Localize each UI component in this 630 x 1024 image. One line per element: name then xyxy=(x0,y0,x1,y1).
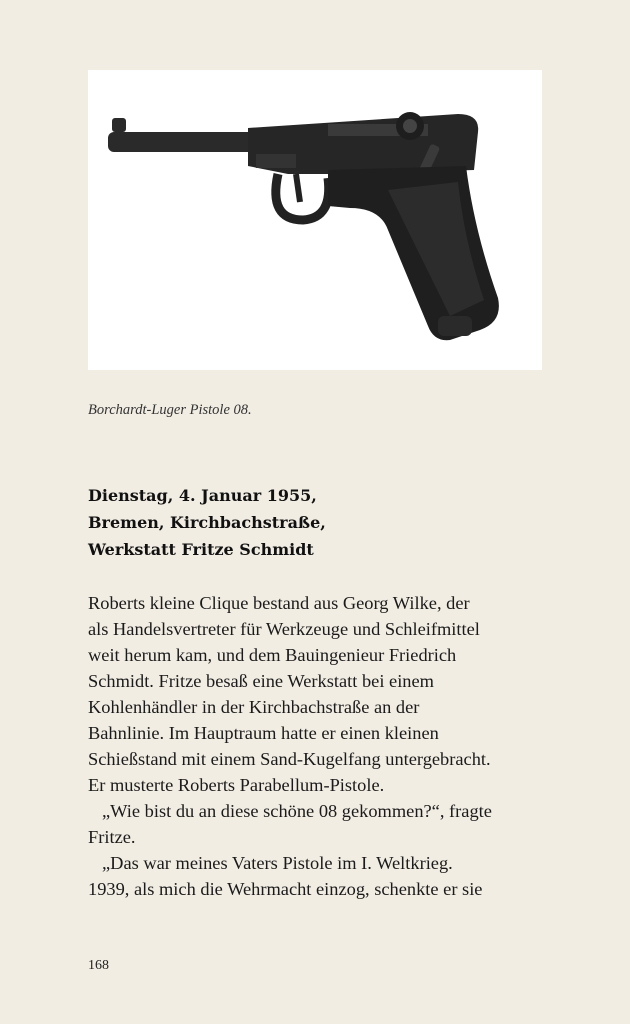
body-line: Roberts kleine Clique bestand aus Georg Wilke, der xyxy=(88,593,470,613)
page-number: 168 xyxy=(88,958,109,973)
body-line: Fritze. xyxy=(88,827,136,847)
body-line: „Das war meines Vaters Pistole im I. Weltkrieg. xyxy=(102,853,453,873)
body-line: Bahnlinie. Im Hauptraum hatte er einen kleinen xyxy=(88,723,439,743)
body-line: Schmidt. Fritze besaß eine Werkstatt bei einem xyxy=(88,671,434,691)
heading-line: Dienstag, 4. Januar 1955, xyxy=(88,486,317,505)
body-line: Er musterte Roberts Parabellum-Pistole. xyxy=(88,775,385,795)
body-text xyxy=(88,590,568,902)
body-line: Schießstand mit einem Sand-Kugelfang untergebracht. xyxy=(88,749,491,769)
section-heading xyxy=(88,482,558,563)
heading-line: Bremen, Kirchbachstraße, xyxy=(88,513,326,532)
figure-caption: Borchardt-Luger Pistole 08. xyxy=(88,402,252,418)
body-line: weit herum kam, und dem Bauingenieur Friedrich xyxy=(88,645,457,665)
luger-pistol-illustration xyxy=(88,70,542,370)
body-line: „Wie bist du an diese schöne 08 gekommen?“, fragte xyxy=(102,801,492,821)
body-line: 1939, als mich die Wehrmacht einzog, schenkte er sie xyxy=(88,879,483,899)
body-line: Kohlenhändler in der Kirchbachstraße an der xyxy=(88,697,420,717)
body-line: als Handelsvertreter für Werkzeuge und Schleifmittel xyxy=(88,619,480,639)
pistol-photo xyxy=(88,70,542,370)
heading-line: Werkstatt Fritze Schmidt xyxy=(88,540,314,559)
